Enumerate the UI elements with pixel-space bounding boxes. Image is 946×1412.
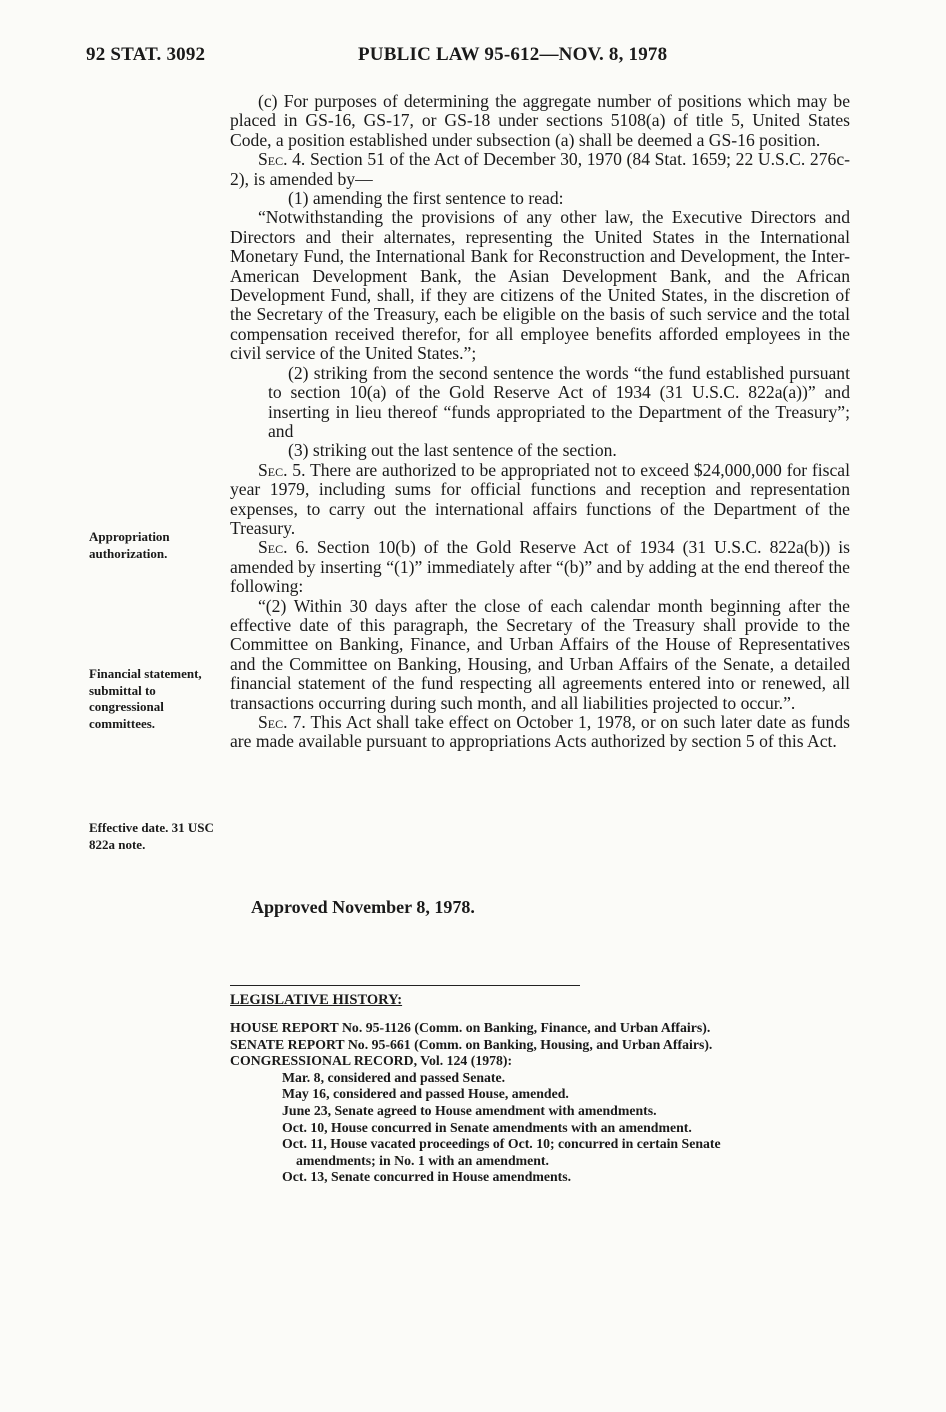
section-4-item-3: (3) striking out the last sentence of the section. (288, 440, 617, 461)
history-entry: Mar. 8, considered and passed Senate. (282, 1069, 506, 1085)
section-4 (230, 150, 850, 189)
legislative-history (230, 1020, 870, 1186)
history-entry: Oct. 13, Senate concurred in House amendments. (282, 1169, 572, 1185)
section-7-label: Sec. 7. (258, 712, 306, 732)
margin-note-financial-statement: Financial statement, submittal to congressional committees. (89, 666, 202, 731)
law-body (230, 92, 850, 752)
approval-date: Approved November 8, 1978. (251, 897, 475, 917)
section-4-label: Sec. 4. (258, 149, 306, 170)
section-4-text: Section 51 of the Act of December 30, 1970 (84 Stat. 1659; 22 U.S.C. 276c-2), is amended by— (230, 149, 850, 189)
section-4-item-1: (1) amending the first sentence to read: (288, 188, 564, 209)
page-header (0, 44, 946, 74)
statute-page-reference: 92 STAT. 3092 (86, 44, 206, 65)
section-7-text: This Act shall take effect on October 1, 1978, or on such later date as funds are made available pursuant to appropriations Acts authorized by section 5 of this Act. (230, 712, 850, 752)
history-entry: Oct. 10, House concurred in Senate amendments with an amendment. (282, 1119, 692, 1135)
history-entry: May 16, considered and passed House, amended. (282, 1086, 569, 1102)
section-5-label: Sec. 5. (258, 459, 306, 480)
section-5 (230, 461, 850, 539)
history-entry-continued: amendments; in No. 1 with an amendment. (296, 1152, 549, 1168)
section-5-text: There are authorized to be appropriated not to exceed $24,000,000 for fiscal year 1979, including sums for official functions and reception and representation expenses, to carry out the international affairs functions of the Department of the Treasury. (230, 459, 850, 538)
section-7 (230, 713, 850, 752)
section-6-text: Section 10(b) of the Gold Reserve Act of 1934 (31 U.S.C. 822a(b)) is amended by inserting “(1)” immediately after “(b)” and by adding at the end thereof the following: (230, 537, 850, 597)
house-report: HOUSE REPORT No. 95-1126 (Comm. on Banking, Finance, and Urban Affairs). (230, 1020, 711, 1035)
margin-note-appropriation: Appropriation authorization. (89, 529, 170, 561)
legislative-history-title: LEGISLATIVE HISTORY: (230, 992, 403, 1008)
section-6-label: Sec. 6. (258, 537, 309, 558)
congressional-record: CONGRESSIONAL RECORD, Vol. 124 (1978): (230, 1053, 513, 1069)
margin-note-effective-date: Effective date. 31 USC 822a note. (89, 820, 214, 852)
public-law-title: PUBLIC LAW 95-612—NOV. 8, 1978 (358, 44, 668, 65)
section-6 (230, 538, 850, 596)
history-entry: Oct. 11, House vacated proceedings of Oct. 10; concurred in certain Senate (282, 1136, 721, 1152)
paragraph-c: (c) For purposes of determining the aggregate number of positions which may be placed in GS-16, GS-17, or GS-18 under sections 5108(a) of title 5, United States Code, a position established under subsection (a) shall be deemed a GS-16 position. (230, 91, 850, 150)
section-6-quoted-text: “(2) Within 30 days after the close of each calendar month beginning after the effective date of this paragraph, the Secretary of the Treasury shall provide to the Committee on Banking, Finance, and Urban Affairs of the House of Representatives and the Committee on Banking, Housing, and Urban Affairs of the Senate, a detailed financial statement of the fund respecting all agreements entered into or renewed, all transactions occurring during such month, and all liabilities projected to occur.”. (230, 595, 850, 713)
section-4-quoted-text: “Notwithstanding the provisions of any other law, the Executive Directors and Directors and their alternates, representing the United States in the International Monetary Fund, the International Bank for Reconstruction and Development, the Inter-American Development Bank, the Asian Development Bank, and the African Development Fund, shall, if they are citizens of the United States, in the discretion of the Secretary of the Treasury, each be eligible on the basis of such service and the total compensation received therefor, for all employee benefits afforded employees in the civil service of the United States.”; (230, 207, 850, 364)
history-entry: June 23, Senate agreed to House amendment with amendments. (282, 1102, 657, 1118)
divider-rule (230, 985, 580, 986)
section-4-item-2: (2) striking from the second sentence the words “the fund established pursuant to section 10(a) of the Gold Reserve Act of 1934 (31 U.S.C. 822a(a))” and inserting in lieu thereof “funds appropriated to the Department of the Treasury”; and (268, 362, 850, 441)
senate-report: SENATE REPORT No. 95-661 (Comm. on Banking, Housing, and Urban Affairs). (230, 1036, 713, 1052)
